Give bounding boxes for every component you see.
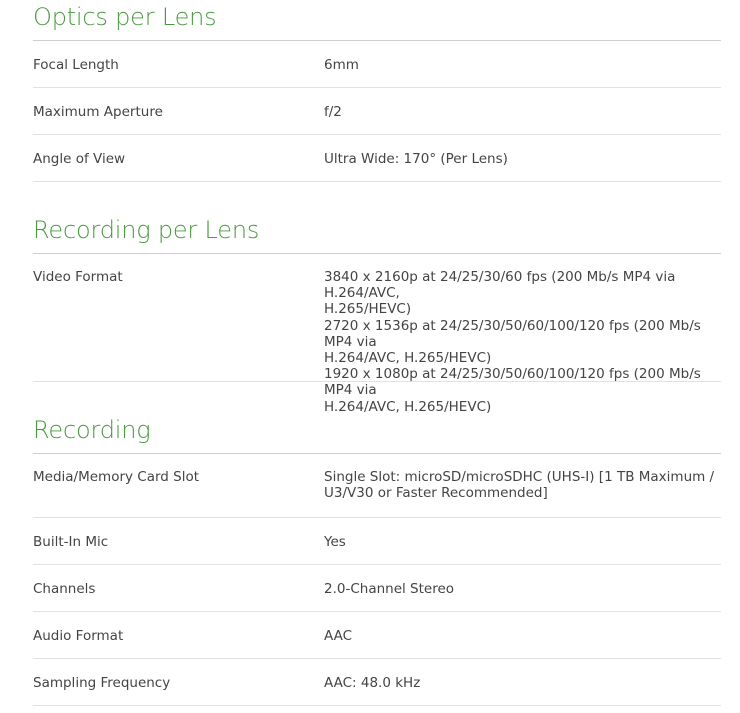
spec-row-channels xyxy=(33,565,721,612)
spec-value xyxy=(324,534,721,550)
spec-value-line: AAC: 48.0 kHz xyxy=(324,675,421,691)
spec-label: Angle of View xyxy=(33,151,126,167)
spec-row-audio-format xyxy=(33,612,721,659)
spec-value-line: 2720 x 1536p at 24/25/30/50/60/100/120 fps (200 Mb/s MP4 via xyxy=(324,317,701,350)
spec-value xyxy=(324,57,721,73)
spec-value xyxy=(324,469,721,501)
spec-label: Media/Memory Card Slot xyxy=(33,469,200,485)
section-recording xyxy=(33,413,721,706)
spec-label: Maximum Aperture xyxy=(33,104,163,120)
spec-row-media-memory-card-slot xyxy=(33,454,721,518)
spec-row-sampling-frequency xyxy=(33,659,721,706)
spec-value xyxy=(324,104,721,120)
spec-row-built-in-mic xyxy=(33,518,721,565)
spec-value xyxy=(324,151,721,167)
spec-value-line: AAC xyxy=(324,628,353,644)
section-title: Recording per Lens xyxy=(33,213,721,254)
spec-value xyxy=(324,269,721,415)
spec-row-focal-length xyxy=(33,41,721,88)
spec-value-line: H.265/HEVC) xyxy=(324,301,412,318)
spec-value-line: Ultra Wide: 170° (Per Lens) xyxy=(324,151,508,167)
spec-label: Audio Format xyxy=(33,628,124,644)
spec-value-line: 3840 x 2160p at 24/25/30/60 fps (200 Mb/s MP4 via H.264/AVC, xyxy=(324,269,676,302)
spec-value-line: Yes xyxy=(324,534,346,550)
spec-value-line: 1920 x 1080p at 24/25/30/50/60/100/120 fps (200 Mb/s MP4 via xyxy=(324,366,701,399)
spec-row-angle-of-view xyxy=(33,135,721,182)
spec-value-line: 6mm xyxy=(324,57,359,73)
spec-label: Focal Length xyxy=(33,57,119,73)
spec-value-line: 2.0-Channel Stereo xyxy=(324,581,455,597)
spec-row-maximum-aperture xyxy=(33,88,721,135)
spec-label: Built-In Mic xyxy=(33,534,109,550)
spec-value-line: U3/V30 or Faster Recommended] xyxy=(324,485,548,502)
section-optics-per-lens xyxy=(33,0,721,182)
spec-row-video-format xyxy=(33,254,721,415)
spec-label: Video Format xyxy=(33,269,123,285)
spec-value xyxy=(324,581,721,597)
spec-value-line: H.264/AVC, H.265/HEVC) xyxy=(324,350,492,367)
section-title: Optics per Lens xyxy=(33,0,721,41)
section-recording-per-lens xyxy=(33,213,721,415)
spec-label: Channels xyxy=(33,581,96,597)
spec-value-line: f/2 xyxy=(324,104,342,120)
spec-value-line: H.264/AVC, H.265/HEVC) xyxy=(324,398,492,415)
spec-value xyxy=(324,628,721,644)
spec-value-line: Single Slot: microSD/microSDHC (UHS-I) [1 TB Maximum / xyxy=(324,469,715,485)
spec-label: Sampling Frequency xyxy=(33,675,171,691)
section-title: Recording xyxy=(33,413,721,454)
spec-value xyxy=(324,675,721,691)
